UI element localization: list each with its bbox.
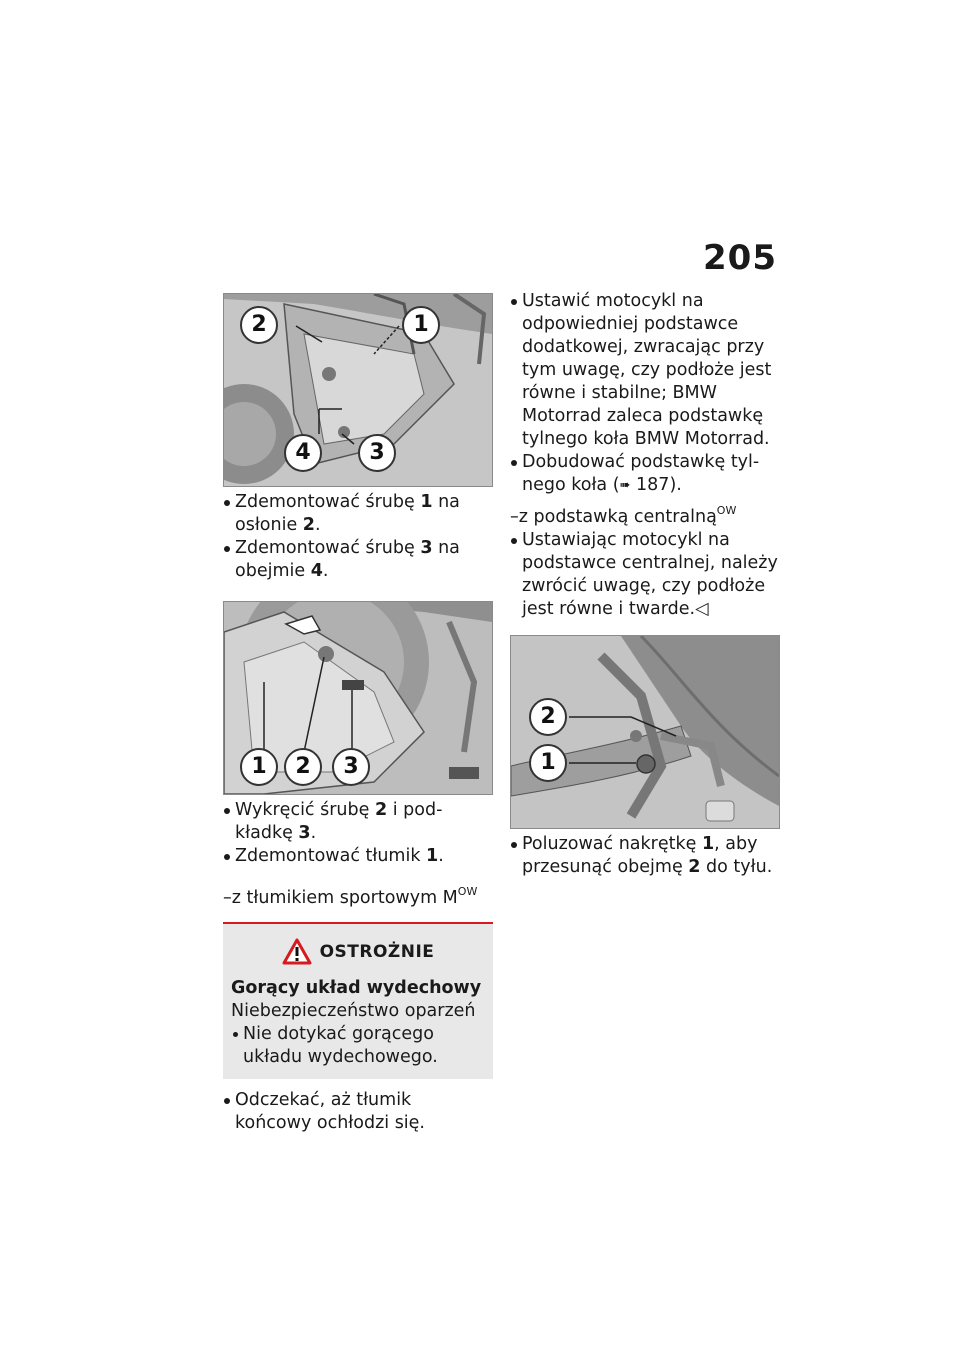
step-center-stand-text: Ustawiając motocykl na podstawce centralnej, należy zwrócić uwagę, czy podłoże jest równe i twarde.◁ (510, 529, 780, 621)
callout-1: 1 (529, 744, 567, 782)
step-loosen-nut-text: Poluzować nakrętkę 1, aby przesunąć obejmę 2 do tyłu. (510, 833, 780, 879)
step-remove-screw-3: Zdemontować śrubę 3 na obejmie 4. (223, 537, 493, 583)
callout-1: 1 (402, 306, 440, 344)
warning-instruction: Nie dotykać gorącego układu wydechowego. (231, 1023, 485, 1069)
figure-exhaust-cover (223, 293, 493, 487)
step-remove-silencer-1: Zdemontować tłumik 1. (223, 845, 493, 868)
page-reference-arrow-icon: ➠ (619, 478, 631, 493)
step-wait-cool-text: Odczekać, aż tłumik końcowy ochłodzi się. (223, 1089, 493, 1135)
steps-remove-silencer (223, 799, 493, 868)
step-remove-screw-1: Zdemontować śrubę 1 na osłonie 2. (223, 491, 493, 537)
warning-box (223, 922, 493, 1079)
steps-stand (510, 290, 780, 497)
callout-2: 2 (240, 306, 278, 344)
warning-hazard: Niebezpieczeństwo oparzeń (231, 1001, 476, 1021)
condition-center-stand: –z podstawką centralną$^{OW}$ (510, 504, 737, 527)
warning-title: OSTROŻNIE (319, 941, 435, 962)
step-stand-motorcycle: Ustawić motocykl na odpowiedniej podstawce dodatkowej, zwracając przy tym uwagę, czy podłoże jest równe i stabilne; BMW Motorrad zaleca podstawkę tylnego koła BMW Motorrad. (510, 290, 780, 451)
warning-subtitle: Gorący układ wydechowy (231, 978, 482, 998)
figure-silencer (223, 601, 493, 795)
step-unscrew-screw-2: Wykręcić śrubę 2 i podkładkę 3. (223, 799, 493, 845)
callout-2: 2 (529, 698, 567, 736)
callout-2: 2 (284, 748, 322, 786)
step-center-stand (510, 529, 780, 621)
step-mount-rear-stand: Dobudować podstawkę tylnego koła (➠ 187). (510, 451, 780, 497)
callout-1: 1 (240, 748, 278, 786)
warning-triangle-icon (282, 938, 312, 965)
steps-remove-screws (223, 491, 493, 583)
warning-header (231, 938, 485, 965)
callout-4: 4 (284, 434, 322, 472)
condition-sport-silencer: –z tłumikiem sportowym $M^{OW}$ (223, 885, 478, 908)
step-loosen-nut (510, 833, 780, 879)
figure-clamp (510, 635, 780, 829)
left-column (223, 293, 493, 1135)
callout-3: 3 (358, 434, 396, 472)
callout-3: 3 (332, 748, 370, 786)
right-column (510, 290, 780, 879)
page-number: 205 (703, 238, 777, 278)
step-wait-cool (223, 1089, 493, 1135)
